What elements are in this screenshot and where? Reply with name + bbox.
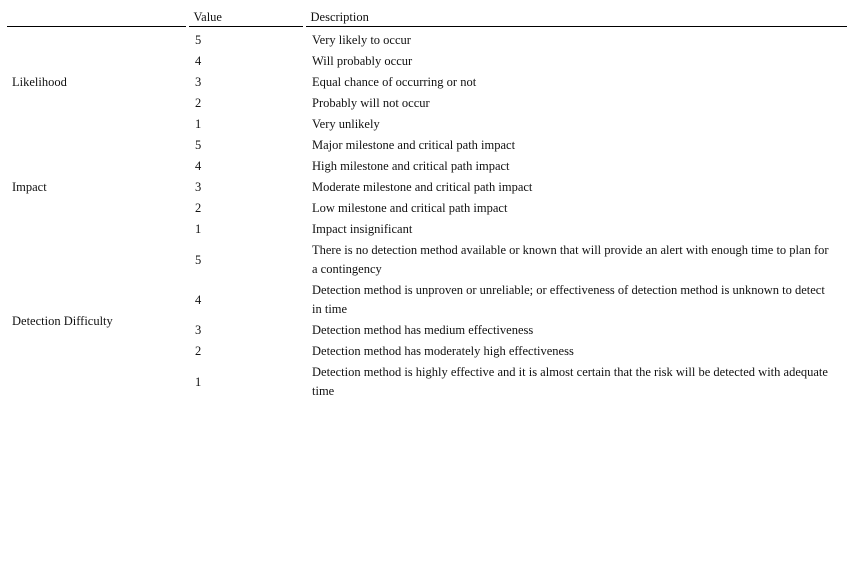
description-cell: There is no detection method available or known that will provide an alert with enough time to plan for a contingency: [312, 243, 829, 276]
table-row: [7, 240, 847, 280]
value-cell: 3: [195, 323, 202, 337]
table-header: [7, 8, 847, 27]
value-cell: 4: [195, 54, 202, 68]
category-detection-difficulty: Detection Difficulty: [12, 313, 113, 328]
table-row: [7, 27, 847, 52]
value-cell: 5: [195, 252, 202, 267]
description-cell: Detection method has medium effectiveness: [312, 323, 534, 337]
table-body: [7, 27, 847, 403]
value-cell: 5: [195, 33, 202, 47]
header-category: [7, 8, 187, 27]
description-cell: Detection method has moderately high effectiveness: [312, 344, 574, 358]
header-description: Description: [304, 8, 847, 27]
risk-scoring-table: [7, 8, 847, 402]
value-cell: 2: [195, 96, 202, 110]
category-impact: Impact: [12, 180, 47, 194]
value-cell: 4: [195, 159, 202, 173]
description-cell: Detection method is highly effective and it is almost certain that the risk will be detected with adequate time: [312, 365, 828, 398]
value-cell: 1: [195, 117, 202, 131]
value-cell: 1: [195, 222, 202, 236]
value-cell: 3: [195, 180, 202, 194]
description-cell: High milestone and critical path impact: [312, 159, 510, 173]
value-cell: 3: [195, 75, 202, 89]
description-cell: Detection method is unproven or unreliable; or effectiveness of detection method is unknown to detect in time: [312, 283, 825, 316]
header-value: Value: [187, 8, 304, 27]
value-cell: 2: [195, 201, 202, 215]
value-cell: 4: [195, 292, 202, 307]
description-cell: Low milestone and critical path impact: [312, 201, 508, 215]
table-row: [7, 135, 847, 156]
value-cell: 1: [195, 374, 202, 389]
description-cell: Very unlikely: [312, 117, 380, 131]
description-cell: Impact insignificant: [312, 222, 413, 236]
value-cell: 2: [195, 344, 202, 358]
description-cell: Equal chance of occurring or not: [312, 75, 477, 89]
description-cell: Moderate milestone and critical path impact: [312, 180, 533, 194]
category-likelihood: Likelihood: [12, 75, 67, 89]
value-cell: 5: [195, 138, 202, 152]
description-cell: Probably will not occur: [312, 96, 430, 110]
description-cell: Very likely to occur: [312, 33, 411, 47]
description-cell: Will probably occur: [312, 54, 413, 68]
description-cell: Major milestone and critical path impact: [312, 138, 516, 152]
